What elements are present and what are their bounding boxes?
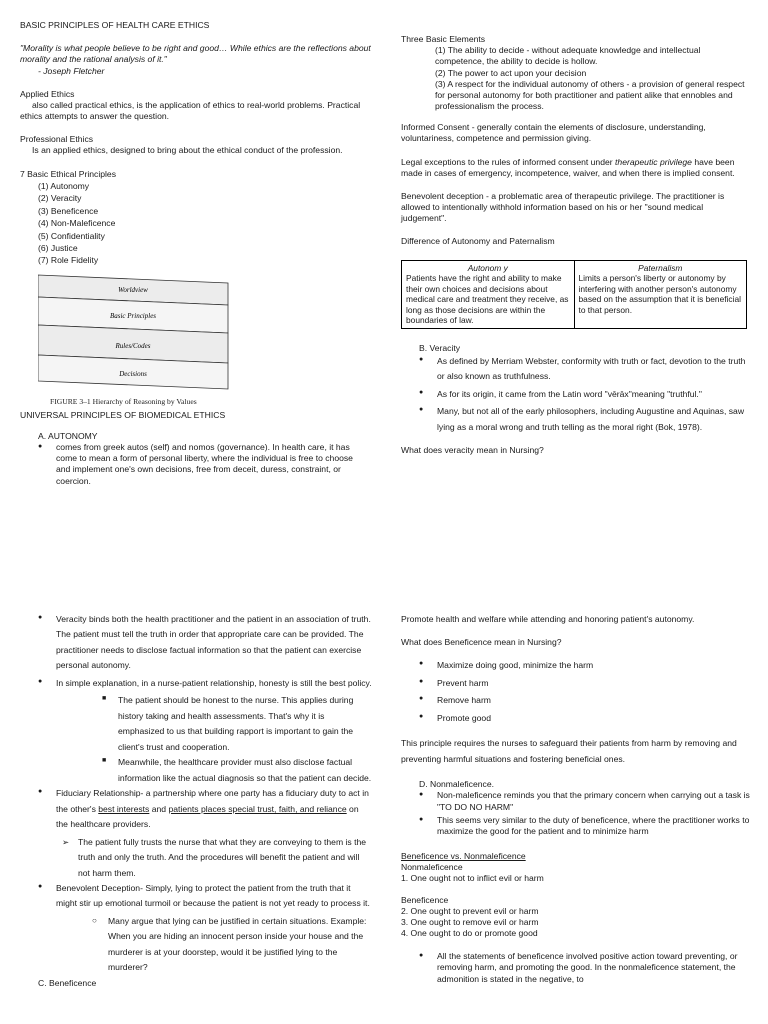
comparison-table [401,260,747,329]
autonomy-heading: A. AUTONOMY [38,430,98,441]
fiduciary-text-3: on the healthcare providers. [56,803,359,830]
list-item: ● This seems very similar to the duty of beneficence, where the practitioner works to maximize the good for the patient and to minimize harm [401,815,751,837]
list-item: ● Remove harm [401,693,751,708]
figure-level-decisions: Decisions [119,369,147,378]
autonomy-cell-head: Autonom y [467,262,508,273]
universal-heading: UNIVERSAL PRINCIPLES OF BIOMEDICAL ETHICS [20,409,226,420]
beneficence-question: What does Beneficence mean in Nursing? [401,637,562,648]
hierarchy-figure [38,273,258,393]
legal-text-end: have been made in cases of emergency, incompetence, waiver, and when there is implied consent. [401,156,735,178]
informed-consent: Informed Consent - generally contain the elements of disclosure, understanding, voluntariness, competence and permission giving. [401,122,706,144]
beneficence-label: Beneficence [401,894,449,905]
nonmaleficence-rule: 1. One ought not to inflict evil or harm [401,873,544,884]
list-item: ■ Meanwhile, the healthcare provider must also disclose factual information like the actual diagnosis so that the patient can decide. [20,755,372,786]
benevolent-deception: Benevolent deception - a problematic area of therapeutic privilege. The practitioner is allowed to intentionally withhold information based on his or her "sound medical judgement". [401,190,725,224]
applied-ethics-body: also called practical ethics, is the application of ethics to real-world problems. Practical ethics attempts to answer the question. [20,99,361,122]
list-item: ● Non-maleficence reminds you that the primary concern when carrying out a task is "TO DO NO HARM" [401,790,751,812]
beneficence-rule: 3. One ought to remove evil or harm [401,916,539,927]
fiduciary-text-1: Fiduciary Relationship- a partnership where one party has a fiduciary duty to act in the other's [56,788,369,814]
fletcher-quote: "Morality is what people believe to be right and good… While ethics are the reflections about morality and the rational analysis of it." [20,43,371,65]
final-bullet: ● All the statements of beneficence involved positive action toward preventing, or removing harm, and promoting the good. In the nonmaleficence statement, the admonition is stated in the negative, to [401,951,751,985]
fiduciary-text-2: and [149,803,169,814]
list-item: ● Maximize doing good, minimize the harm [401,658,751,673]
applied-ethics-heading: Applied Ethics [20,88,75,99]
list-item: (5) Confidentiality [38,230,105,241]
left-top-column [20,20,372,489]
list-item: (3) Beneficence [38,205,99,216]
list-item: (3) A respect for the individual autonomy of others - a provision of general respect for personal autonomy for both practitioner and patient alike that ennobles and professionalism the process. [435,78,745,112]
legal-text-start: Legal exceptions to the rules of informed consent under [401,156,616,167]
list-item: ● Prevent harm [401,676,751,691]
veracity-list [401,354,751,435]
veracity-heading: B. Veracity [419,342,461,353]
legal-exceptions [401,157,751,179]
list-item: ● In simple explanation, in a nurse-patient relationship, honesty is still the best policy. [20,676,372,691]
veracity-question: What does veracity mean in Nursing? [401,445,544,456]
quote-author: - Joseph Fletcher [38,65,105,76]
list-item: (2) Veracity [38,193,82,204]
legal-text-italic: therapeutic privilege [615,156,692,167]
professional-ethics-body: Is an applied ethics, designed to bring about the ethical conduct of the profession. [32,145,343,156]
nonmaleficence-label: Nonmaleficence [401,862,463,873]
list-item: ● Veracity binds both the health practitioner and the patient in an association of truth. The patient must tell the truth in order that appropriate care can be provided. The practitioner needs to disclose factual information so that the patient can exercise personal autonomy. [20,612,372,674]
right-top-column [401,34,751,456]
list-item: ● Benevolent Deception- Simply, lying to protect the patient from the truth that it might stir up emotional turmoil or because the patient is not yet ready to process it. [20,881,372,912]
professional-ethics-heading: Professional Ethics [20,134,94,145]
right-bottom-column [401,614,751,987]
table-row [402,260,747,328]
beneficence-list [401,658,751,726]
doc-title: BASIC PRINCIPLES OF HEALTH CARE ETHICS [20,20,210,30]
vs-heading: Beneficence vs. Nonmaleficence [401,851,526,862]
fiduciary-underline-2: patients places special trust, faith, and reliance [168,803,347,814]
list-item: (1) Autonomy [38,180,90,191]
list-item: (1) The ability to decide - without adequate knowledge and intellectual competence, the ability to decide is hollow. [435,45,701,67]
elements-heading: Three Basic Elements [401,34,486,44]
principle-text: This principle requires the nurses to safeguard their patients from harm by removing and preventing harmful situations and fostering beneficial ones. [401,738,737,764]
promote-text: Promote health and welfare while attending and honoring patient's autonomy. [401,614,695,624]
difference-heading: Difference of Autonomy and Paternalism [401,236,555,247]
autonomy-cell-body: Patients have the right and ability to make their own choices and decisions about medical care and treatment they receive, as long as those decisions are within the boundaries of law. [406,273,569,326]
autonomy-cell [402,260,575,328]
list-item: (2) The power to act upon your decision [435,67,587,78]
list-item: ● Many, but not all of the early philosophers, including Augustine and Aquinas, saw lying as a moral wrong and truth telling as the moral right (Bok, 1978). [401,404,751,435]
list-item: (6) Justice [38,242,78,253]
hierarchy-diagram [38,273,258,393]
fiduciary-item [20,786,372,832]
figure-caption: FIGURE 3–1 Hierarchy of Reasoning by Values [50,396,197,406]
list-item: ● As defined by Merriam Webster, conformity with truth or fact, devotion to the truth or also known as truthfulness. [401,354,751,385]
figure-level-worldview: Worldview [118,285,148,294]
left-bottom-column [20,612,372,991]
paternalism-cell [574,260,747,328]
list-item: ● Promote good [401,711,751,726]
nonmaleficence-heading: D. Nonmaleficence. [419,779,494,790]
beneficence-heading: C. Beneficence [38,977,97,988]
fiduciary-underline-1: best interests [98,803,150,814]
figure-level-principles: Basic Principles [109,311,157,320]
autonomy-bullet: ● comes from greek autos (self) and nomos (governance). In health care, it has come to mean a form of personal liberty, where the individual is free to choose and implement one's own decisions, free from deceit, duress, constraint, or coercion. [20,442,372,487]
list-item: ■ The patient should be honest to the nurse. This applies during history taking and health assessments. That's why it is emphasized to us that building rapport is important to gain the client's trust and cooperation. [20,693,372,755]
list-item: ● As for its origin, it came from the Latin word "vērāx"meaning "truthful." [401,387,751,402]
paternalism-cell-body: Limits a person's liberty or autonomy by interfering with another person's autonomy based on the assumption that it is beneficial to that person. [578,273,741,315]
principles-list [20,180,372,267]
elements-list [401,45,751,112]
principles-heading: 7 Basic Ethical Principles [20,168,117,179]
beneficence-rule: 2. One ought to prevent evil or harm [401,905,539,916]
list-item: (4) Non-Maleficence [38,218,116,229]
beneficence-rule: 4. One ought to do or promote good [401,928,538,939]
list-item: ➢ The patient fully trusts the nurse that what they are conveying to them is the truth and only the truth. And the procedures will benefit the patient and will not harm them. [20,835,372,881]
list-item: ○ Many argue that lying can be justified in certain situations. Example: When you are hiding an innocent person inside your house and the murderer is at your doorstep, would it be justified lying to the murderer? [20,914,372,976]
paternalism-cell-head: Paternalism [638,262,683,273]
list-item: (7) Role Fidelity [38,255,99,266]
figure-level-rules: Rules/Codes [115,341,151,350]
